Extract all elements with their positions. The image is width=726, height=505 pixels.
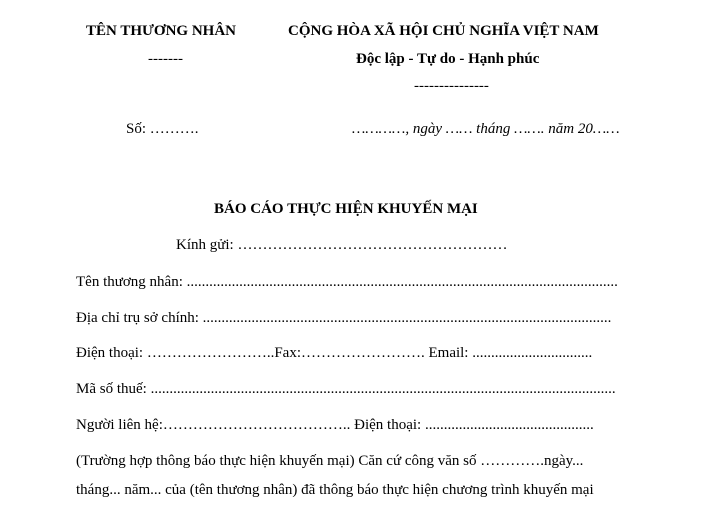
- merchant-name-header: TÊN THƯƠNG NHÂN: [86, 23, 237, 39]
- left-header-divider: -------: [148, 51, 183, 67]
- right-header-divider: ---------------: [414, 78, 489, 94]
- merchant-name-field: Tên thương nhân: ...................................................................................................................: [76, 275, 618, 290]
- contact-person-field: Người liên hệ:……………………………….. Điện thoại: .............................................: [76, 418, 594, 433]
- head-office-field: Địa chỉ trụ sở chính: .............................................................................................................: [76, 311, 612, 326]
- phone-fax-email-field: Điện thoại: ……………………..Fax:……………………. Email: ................................: [76, 346, 593, 361]
- recipient-line: Kính gửi: ………………………………………………: [176, 237, 508, 253]
- document-number: Số: ……….: [126, 121, 199, 137]
- document-title: BÁO CÁO THỰC HIỆN KHUYẾN MẠI: [214, 201, 478, 217]
- national-title-header: CỘNG HÒA XÃ HỘI CHỦ NGHĨA VIỆT NAM: [288, 23, 599, 39]
- national-motto: Độc lập - Tự do - Hạnh phúc: [356, 51, 540, 67]
- document-date: …………, ngày …… tháng ……. năm 20……: [352, 121, 620, 137]
- note-line-2: tháng... năm... của (tên thương nhân) đã thông báo thực hiện chương trình khuyến mại: [76, 482, 594, 498]
- note-line-1: (Trường hợp thông báo thực hiện khuyến mại) Căn cứ công văn số ………….ngày...: [76, 453, 584, 469]
- tax-code-field: Mã số thuế: ............................................................................................................................: [76, 382, 616, 397]
